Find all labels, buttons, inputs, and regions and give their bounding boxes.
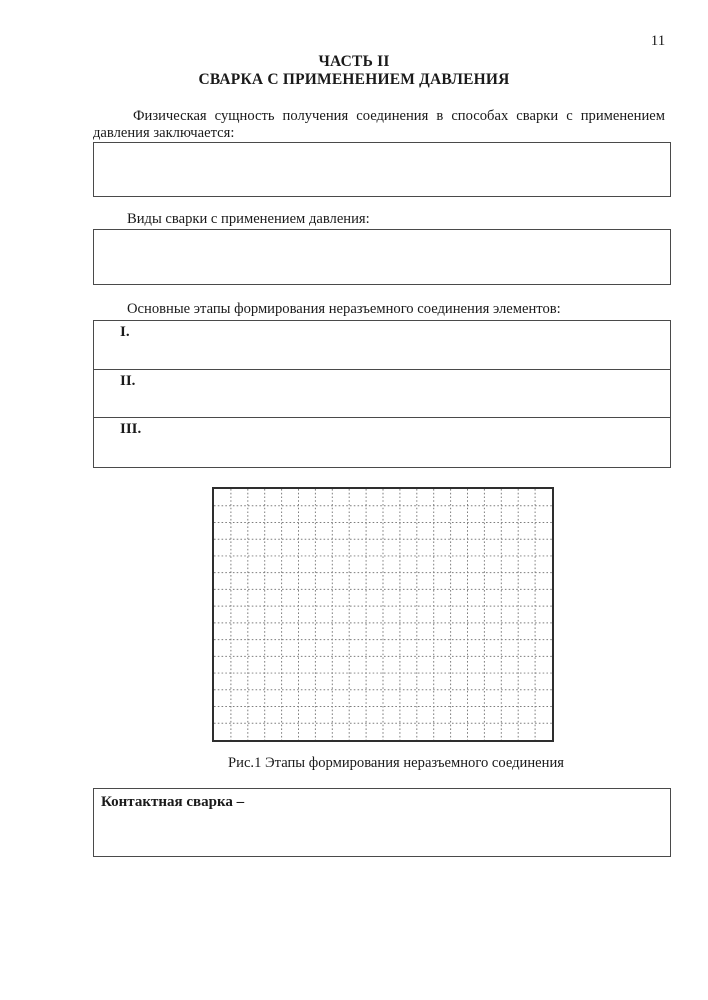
- figure-grid-svg: [214, 489, 552, 740]
- intro-answer-box[interactable]: [93, 142, 671, 197]
- stage-row-2-label: II.: [120, 372, 136, 389]
- types-answer-box[interactable]: [93, 229, 671, 285]
- intro-prompt: Физическая сущность получения соединения в способах сварки с применением давления заключается:: [93, 108, 665, 141]
- chapter-title: СВАРКА С ПРИМЕНЕНИЕМ ДАВЛЕНИЯ: [198, 71, 510, 88]
- stages-table: [93, 320, 671, 468]
- page-number: 11: [650, 33, 666, 49]
- stage-row-1-label: I.: [120, 324, 130, 340]
- contact-welding-answer-box[interactable]: [93, 788, 671, 857]
- stage-row-3[interactable]: [94, 418, 670, 467]
- stage-row-1[interactable]: [94, 321, 670, 370]
- stages-prompt: Основные этапы формирования неразъемного соединения элементов:: [127, 301, 561, 317]
- contact-welding-label: Контактная сварка –: [101, 794, 245, 810]
- stage-row-2[interactable]: [94, 370, 670, 419]
- types-prompt: Виды сварки с применением давления:: [127, 211, 370, 227]
- stage-row-3-label: III.: [120, 421, 142, 437]
- part-title: ЧАСТЬ II: [318, 53, 390, 70]
- figure-drawing-grid[interactable]: [212, 487, 554, 742]
- figure-caption: Рис.1 Этапы формирования неразъемного соединения: [228, 755, 564, 771]
